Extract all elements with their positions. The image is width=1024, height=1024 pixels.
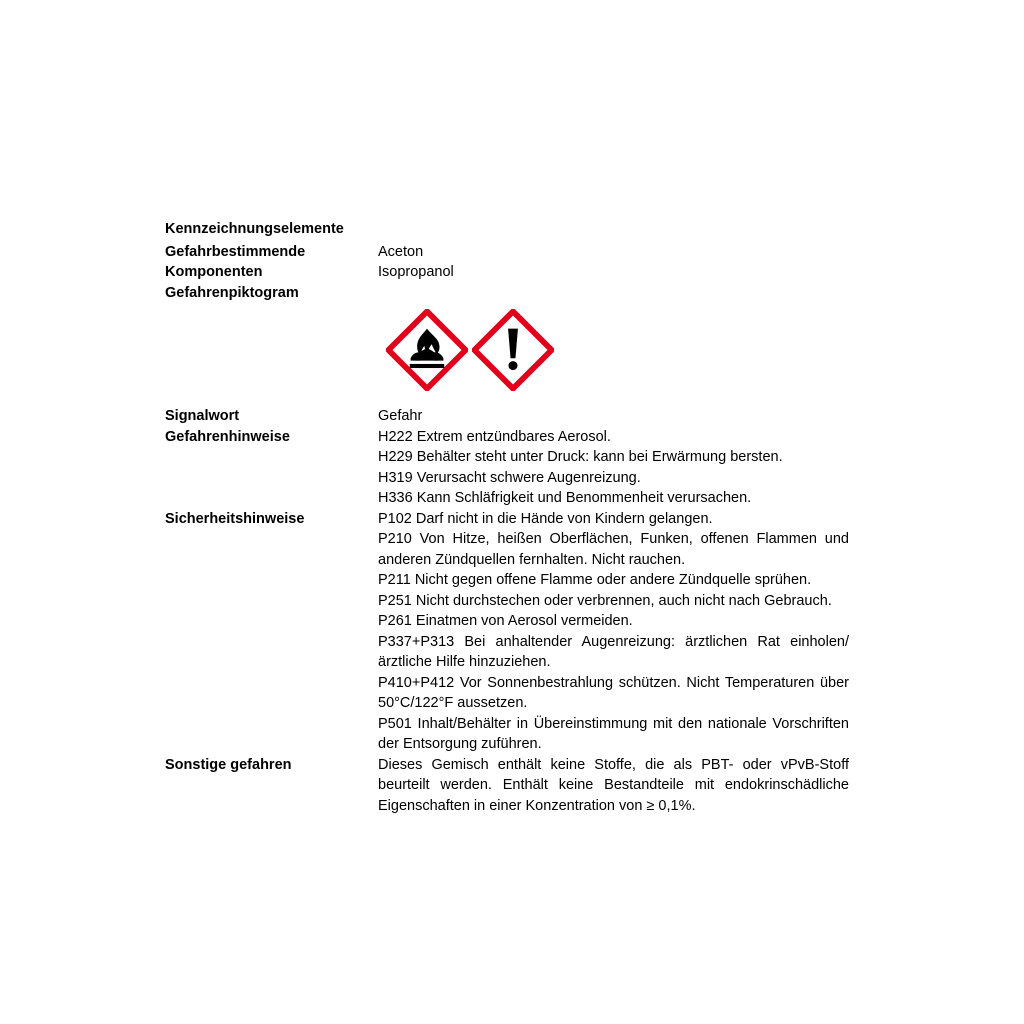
flame-pictogram-icon xyxy=(386,309,468,391)
precautionary-statement: P210 Von Hitze, heißen Oberflächen, Funken, offenen Flammen und anderen Zündquellen fernhalten. Nicht rauchen. xyxy=(378,531,849,568)
component-item: Isopropanol xyxy=(378,264,454,280)
precautionary-statements-row xyxy=(165,509,849,755)
pictogram-group xyxy=(386,309,849,391)
precautionary-statement: P501 Inhalt/Behälter in Übereinstimmung mit den nationale Vorschriften der Entsorgung zuführen. xyxy=(378,715,849,752)
signal-word-value xyxy=(378,406,849,427)
components-label-line-2: Komponenten xyxy=(165,264,263,280)
precautionary-statement: P211 Nicht gegen offene Flamme oder andere Zündquelle sprühen. xyxy=(378,572,812,588)
precautionary-statement: P337+P313 Bei anhaltender Augenreizung: ärztlichen Rat einholen/ärztliche Hilfe hinzuziehen. xyxy=(378,633,849,670)
components-label-line-1: Gefahrbestimmende xyxy=(165,243,306,260)
precautionary-statement: P102 Darf nicht in die Hände von Kindern gelangen. xyxy=(378,510,713,527)
components-row xyxy=(165,242,849,283)
pictogram-row xyxy=(165,283,849,304)
pictogram-label: Gefahrenpiktogram xyxy=(165,284,299,301)
hazard-statement: H229 Behälter steht unter Druck: kann bei Erwärmung bersten. xyxy=(378,449,783,465)
other-hazards-row xyxy=(165,755,849,817)
hazard-statements-row xyxy=(165,427,849,509)
hazard-statement: H319 Verursacht schwere Augenreizung. xyxy=(378,469,641,486)
other-hazards-text: Dieses Gemisch enthält keine Stoffe, die als PBT- oder vPvB-Stoff beurteilt werden. Enthält keine Bestandteile mit endokrinschädliche Eigenschaften in einer Konzentration von ≥ 0,1%. xyxy=(378,756,849,814)
components-label xyxy=(165,242,378,283)
precautionary-statement: P261 Einatmen von Aerosol vermeiden. xyxy=(378,613,633,629)
precautionary-statement: P251 Nicht durchstechen oder verbrennen, auch nicht nach Gebrauch. xyxy=(378,592,832,609)
precautionary-statement: P410+P412 Vor Sonnenbestrahlung schützen. Nicht Temperaturen über 50°C/122°F aussetzen. xyxy=(378,674,849,711)
precautionary-statements-value xyxy=(378,509,849,755)
other-hazards-label: Sonstige gefahren xyxy=(165,756,292,773)
signal-word-row xyxy=(165,406,849,427)
hazard-statement: H336 Kann Schläfrigkeit und Benommenheit verursachen. xyxy=(378,490,752,506)
labelling-elements-section xyxy=(165,219,849,816)
components-value xyxy=(378,242,849,283)
pictogram-value xyxy=(378,283,849,304)
exclamation-mark-pictogram-icon xyxy=(472,309,554,391)
component-item: Aceton xyxy=(378,243,424,260)
hazard-statements-value xyxy=(378,427,849,509)
signal-word: Gefahr xyxy=(378,408,423,424)
hazard-statements-label: Gefahrenhinweise xyxy=(165,428,290,445)
hazard-statement: H222 Extrem entzündbares Aerosol. xyxy=(378,428,611,445)
signal-word-label: Signalwort xyxy=(165,408,240,424)
other-hazards-value xyxy=(378,755,849,817)
precautionary-statements-label: Sicherheitshinweise xyxy=(165,510,305,527)
section-heading: Kennzeichnungselemente xyxy=(165,221,344,237)
